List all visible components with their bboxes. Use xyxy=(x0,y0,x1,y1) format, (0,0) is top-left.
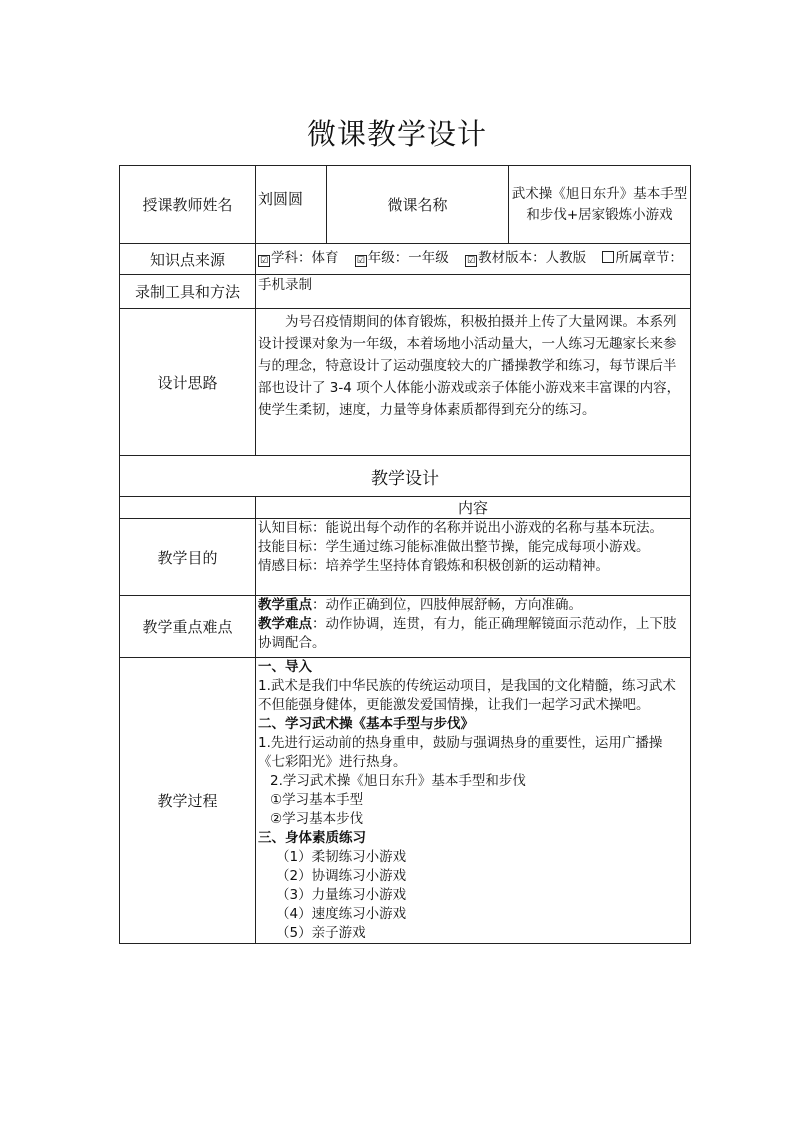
teacher-label: 授课教师姓名 xyxy=(120,166,256,244)
skill-objective: 技能目标：学生通过练习能标准做出整节操，能完成每项小游戏。 xyxy=(258,539,650,555)
objectives-row xyxy=(120,519,691,596)
process-heading-fitness: 三、身体素质练习 xyxy=(258,830,366,846)
knowledge-label: 知识点来源 xyxy=(120,244,256,275)
teacher-name: 刘圆圆 xyxy=(256,166,327,244)
content-header: 内容 xyxy=(256,497,691,519)
subject-checkbox-item: ☑ 学科：体育 xyxy=(259,250,339,266)
grade-checkbox-item: ☑ 年级：一年级 xyxy=(356,250,449,266)
course-label: 微课名称 xyxy=(327,166,509,244)
key-point: 教学重点：动作正确到位，四肢伸展舒畅，方向准确。 xyxy=(258,597,582,613)
list-item: （2）协调练习小游戏 xyxy=(276,868,407,884)
checkbox-checked-icon: ☑ xyxy=(467,256,476,266)
process-footwork: ②学习基本步伐 xyxy=(270,811,364,827)
tools-row xyxy=(120,275,691,309)
checkbox-checked-icon: ☑ xyxy=(356,256,365,266)
knowledge-row xyxy=(120,244,691,275)
objectives-label: 教学目的 xyxy=(120,519,256,596)
design-label: 设计思路 xyxy=(120,309,256,456)
emotional-objective: 情感目标：培养学生坚持体育锻炼和积极创新的运动精神。 xyxy=(258,558,609,574)
list-item: （5）亲子游戏 xyxy=(276,925,366,941)
checkbox-empty-icon xyxy=(602,251,614,263)
process-row xyxy=(120,658,691,944)
keypoints-row xyxy=(120,596,691,658)
process-warmup-text: 1.先进行运动前的热身重申，鼓励与强调热身的重要性，运用广播操《七彩阳光》进行热身。 xyxy=(258,735,663,770)
design-row xyxy=(120,309,691,456)
chapter-checkbox-item: 所属章节： xyxy=(602,250,683,266)
list-item: （1）柔韧练习小游戏 xyxy=(276,849,407,865)
section-title-row xyxy=(120,456,691,497)
page-title: 微课教学设计 xyxy=(306,117,487,151)
cognitive-objective: 认知目标：能说出每个动作的名称并说出小游戏的名称与基本玩法。 xyxy=(258,520,663,536)
teacher-row xyxy=(120,166,691,244)
keypoints-label: 教学重点难点 xyxy=(120,596,256,658)
process-heading-learn: 二、学习武术操《基本手型与步伐》 xyxy=(258,716,474,732)
keypoints-content xyxy=(256,596,691,658)
tools-value: 手机录制 xyxy=(256,275,691,309)
process-heading-intro: 一、导入 xyxy=(258,659,312,675)
content-header-row xyxy=(120,497,691,519)
edition-checkbox-item: ☑ 教材版本：人教版 xyxy=(467,250,587,266)
process-intro-text: 1.武术是我们中华民族的传统运动项目，是我国的文化精髓，练习武术不但能强身健体，更能激发爱国情操，让我们一起学习武术操吧。 xyxy=(258,678,676,713)
list-item: （3）力量练习小游戏 xyxy=(276,887,407,903)
checkbox-checked-icon: ☑ xyxy=(259,256,269,266)
objectives-content xyxy=(256,519,691,596)
process-content xyxy=(256,658,691,944)
list-item: （4）速度练习小游戏 xyxy=(276,906,407,922)
process-learn-text: 2.学习武术操《旭日东升》基本手型和步伐 xyxy=(270,773,526,789)
section-title: 教学设计 xyxy=(120,456,691,497)
knowledge-source xyxy=(256,244,691,275)
design-text: 为号召疫情期间的体育锻炼，积极拍摄并上传了大量网课。本系列设计授课对象为一年级，本着场地小活动量大，一人练习无趣家长来参与的理念，特意设计了运动强度较大的广播操教学和练习，每节课后半部也设计了 3-4 项个人体能小游戏或亲子体能小游戏来丰富课的内容，使学生柔韧，速度，力量等身体素质都得到充分的练习。 xyxy=(256,309,691,456)
empty-cell xyxy=(120,497,256,519)
process-label: 教学过程 xyxy=(120,658,256,944)
tools-label: 录制工具和方法 xyxy=(120,275,256,309)
course-name: 武术操《旭日东升》基本手型和步伐+居家锻炼小游戏 xyxy=(509,166,691,244)
process-hand-shape: ①学习基本手型 xyxy=(270,792,364,808)
difficult-point: 教学难点：动作协调，连贯，有力，能正确理解镜面示范动作，上下肢协调配合。 xyxy=(258,616,677,651)
lesson-design-table xyxy=(119,165,691,944)
